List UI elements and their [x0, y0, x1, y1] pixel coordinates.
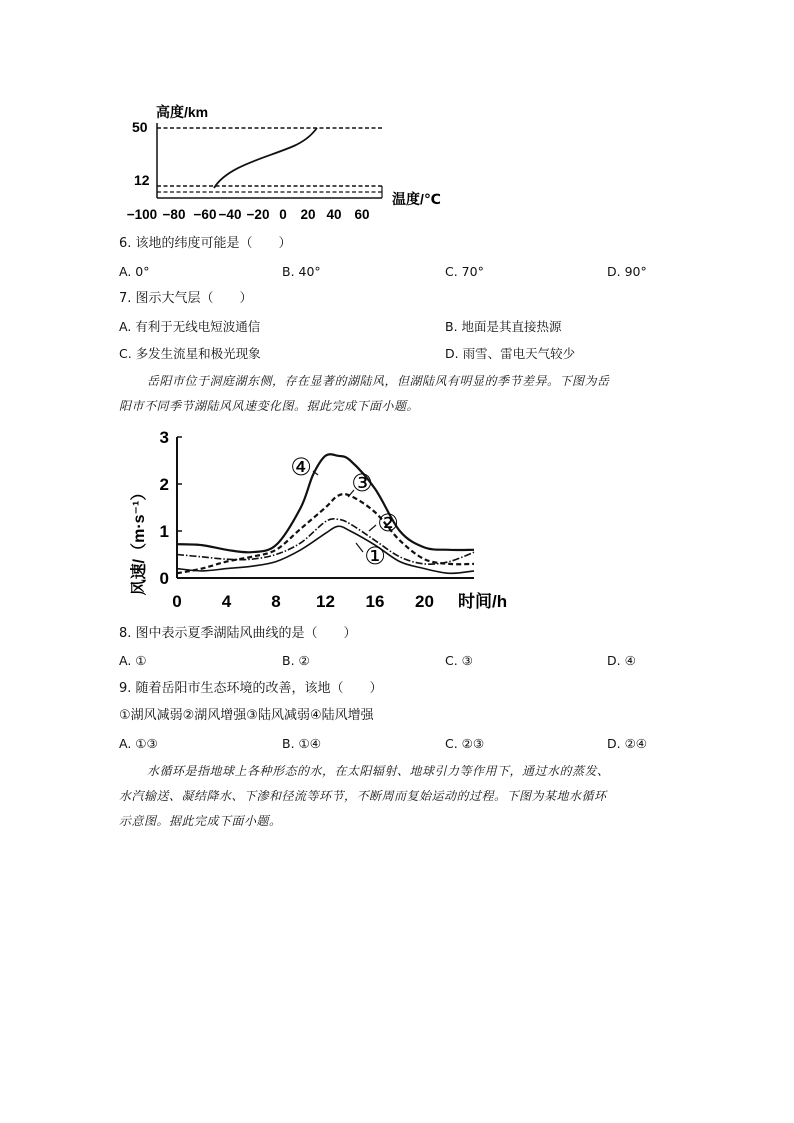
- q8-option-b[interactable]: B. ②: [282, 653, 310, 668]
- x-tick-label: 12: [316, 592, 335, 611]
- chart1-ylabel: 高度/km: [156, 104, 209, 120]
- q7-option-a[interactable]: A. 有利于无线电短波通信: [119, 319, 261, 334]
- chart1-xtick: 20: [300, 207, 316, 222]
- chart1-xtick: −60: [193, 207, 217, 222]
- series-4-line: [177, 454, 474, 552]
- q7-option-b[interactable]: B. 地面是其直接热源: [445, 319, 562, 334]
- passage1-line2: 阳市不同季节湖陆风风速变化图。据此完成下面小题。: [119, 399, 420, 413]
- chart1-xtick: −100: [126, 207, 158, 222]
- passage2-line3: 示意图。据此完成下面小题。: [119, 814, 282, 828]
- passage2-line1: 水循环是指地球上各种形态的水，在太阳辐射、地球引力等作用下，通过水的蒸发、: [147, 764, 610, 778]
- q8-option-d[interactable]: D. ④: [607, 653, 636, 668]
- q7-option-d[interactable]: D. 雨雪、雷电天气较少: [445, 346, 576, 361]
- q9-option-d[interactable]: D. ②④: [607, 736, 647, 751]
- q7-option-c[interactable]: C. 多发生流星和极光现象: [119, 346, 261, 361]
- chart1-temperature-curve: [214, 128, 317, 188]
- y-tick-label: 1: [159, 522, 169, 541]
- series-label-leader: [356, 543, 363, 552]
- passage1-line1: 岳阳市位于洞庭湖东侧，存在显著的湖陆风，但湖陆风有明显的季节差异。下图为岳: [147, 374, 610, 388]
- series-4-label: ④: [290, 454, 312, 481]
- q9-option-a[interactable]: A. ①③: [119, 736, 158, 751]
- y-tick-label: 3: [159, 428, 169, 447]
- x-tick-label: 4: [221, 592, 232, 611]
- passage-lake-land-breeze: [119, 369, 679, 419]
- passage-water-cycle: [119, 759, 679, 834]
- chart1-xtick: 60: [354, 207, 370, 222]
- series-label-leader: [369, 525, 376, 531]
- x-tick-label: 8: [271, 592, 281, 611]
- chart1-xtick: −40: [218, 207, 242, 222]
- q9-stem: 9. 随着岳阳市生态环境的改善，该地（ ）: [119, 681, 383, 696]
- q8-option-c[interactable]: C. ③: [445, 653, 473, 668]
- wind-chart-labels: [290, 454, 399, 570]
- temperature-altitude-chart: [120, 95, 460, 230]
- q6-option-b[interactable]: B. 40°: [282, 264, 321, 279]
- series-3-label: ③: [351, 470, 373, 497]
- q6-option-c[interactable]: C. 70°: [445, 264, 484, 279]
- q8-option-a[interactable]: A. ①: [119, 653, 147, 668]
- chart2-xlabel: 时间/h: [458, 592, 508, 611]
- chart2-ylabel: 风速/（m·s⁻¹）: [131, 484, 148, 596]
- x-tick-label: 16: [365, 592, 385, 611]
- x-tick-label: 0: [172, 592, 182, 611]
- q6-stem: 6. 该地的纬度可能是（ ）: [119, 236, 292, 251]
- passage2-line2: 水汽输送、凝结降水、下渗和径流等环节，不断周而复始运动的过程。下图为某地水循环: [119, 789, 607, 803]
- series-1-label: ①: [364, 543, 386, 570]
- q8-stem: 8. 图中表示夏季湖陆风曲线的是（ ）: [119, 626, 357, 641]
- chart1-xtick: 40: [326, 207, 342, 222]
- chart1-xlabel: 温度/℃: [392, 191, 441, 207]
- q6-option-d[interactable]: D. 90°: [607, 264, 647, 279]
- series-2-label: ②: [377, 510, 399, 537]
- q9-statements: ①湖风减弱②湖风增强③陆风减弱④陆风增强: [119, 708, 374, 723]
- chart1-xtick: 0: [279, 207, 287, 222]
- wind-speed-chart: [118, 425, 528, 620]
- chart1-ytick-12: 12: [134, 172, 150, 188]
- wind-chart-series: [177, 454, 474, 573]
- chart1-ytick-50: 50: [132, 119, 148, 135]
- chart1-xtick: −20: [246, 207, 270, 222]
- x-tick-label: 20: [415, 592, 434, 611]
- q9-option-c[interactable]: C. ②③: [445, 736, 485, 751]
- q6-option-a[interactable]: A. 0°: [119, 264, 150, 279]
- y-tick-label: 2: [159, 475, 169, 494]
- q7-stem: 7. 图示大气层（ ）: [119, 291, 253, 306]
- chart1-xtick: −80: [162, 207, 186, 222]
- wind-chart-axes: [160, 428, 474, 611]
- q9-option-b[interactable]: B. ①④: [282, 736, 321, 751]
- y-tick-label: 0: [159, 569, 169, 588]
- series-2-line: [177, 519, 474, 564]
